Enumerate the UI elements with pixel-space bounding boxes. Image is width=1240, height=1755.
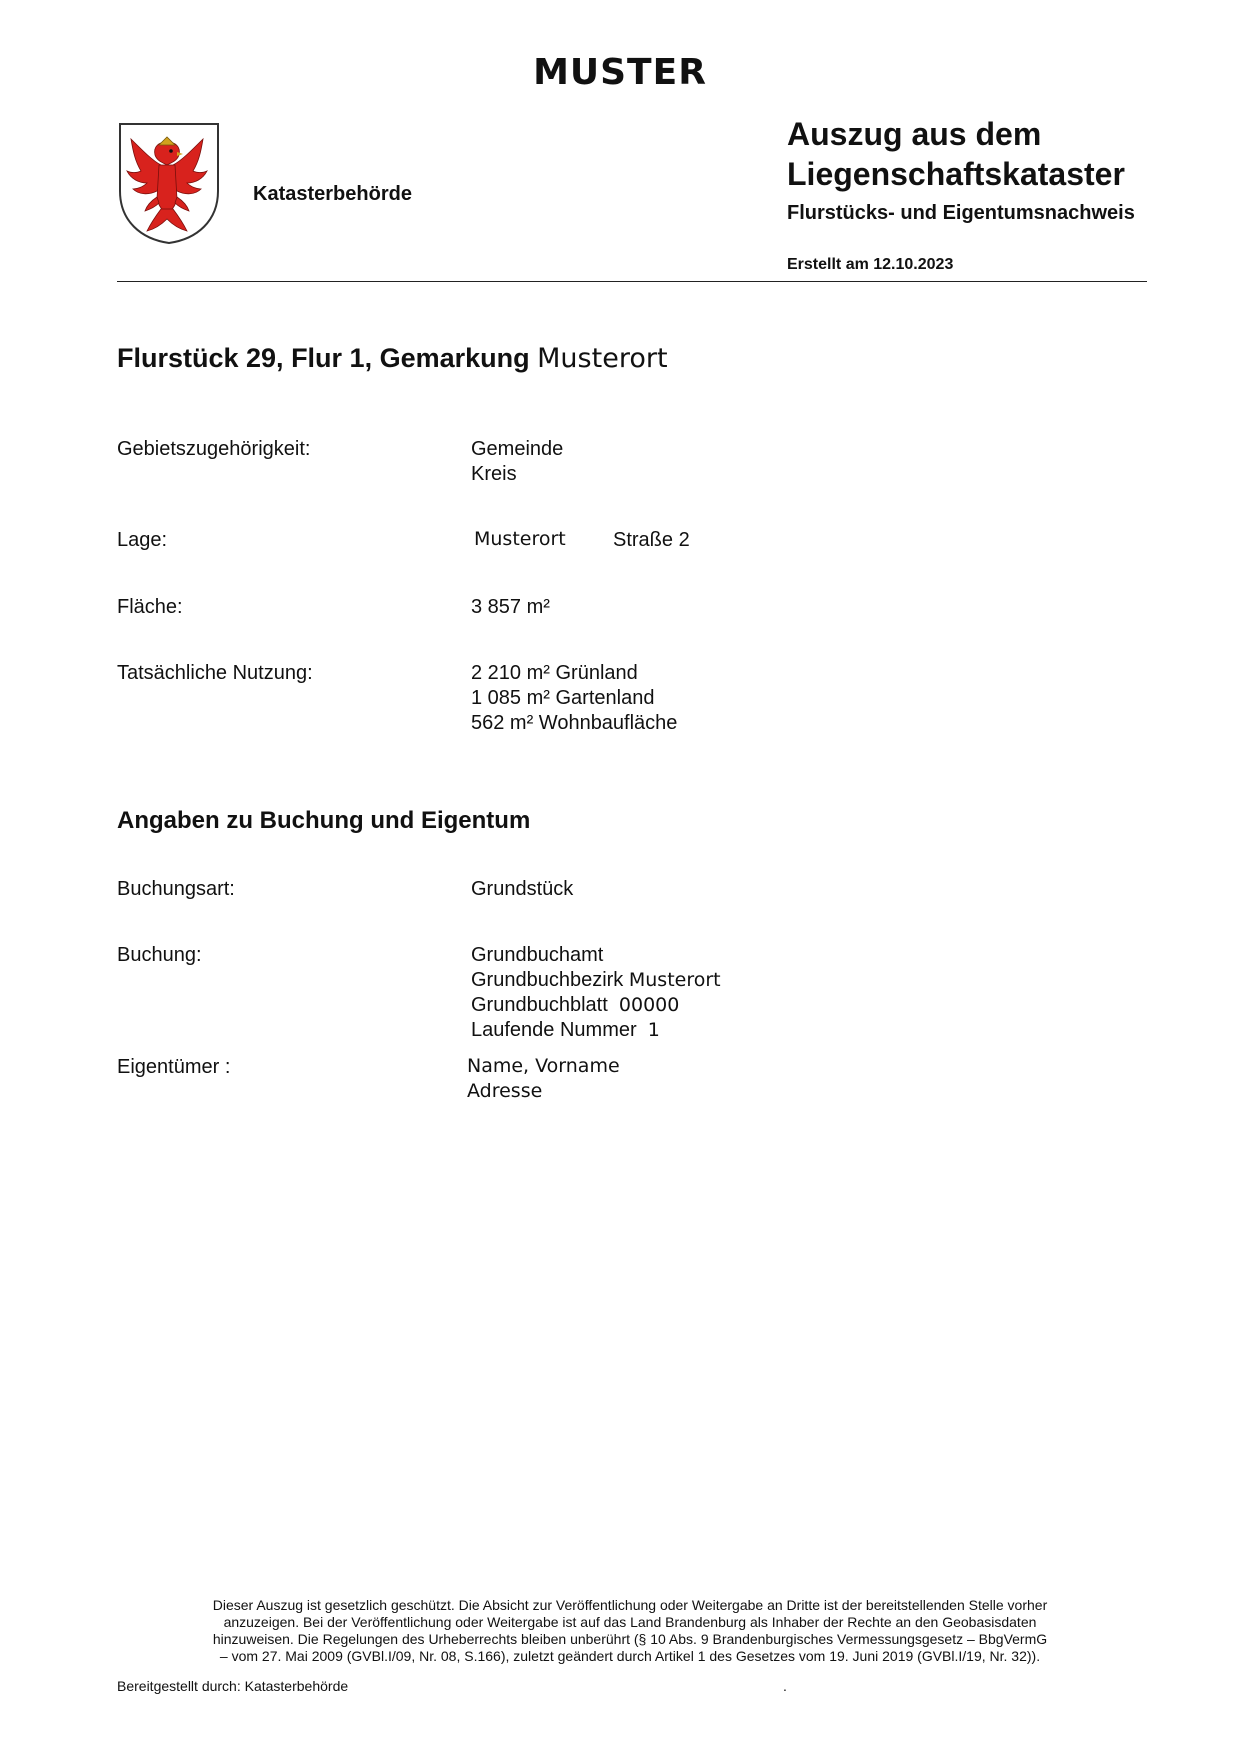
laufende-nummer-value: 1	[647, 1019, 660, 1041]
grundbuchblatt-label: Grundbuchblatt	[471, 994, 608, 1016]
nutzung-label: Tatsächliche Nutzung:	[117, 662, 313, 684]
nutzung-values	[471, 661, 677, 736]
flaeche-label: Fläche:	[117, 596, 183, 618]
muster-watermark: MUSTER	[533, 52, 707, 93]
nutzung-item: 2 210 m² Grünland	[471, 662, 638, 684]
parcel-district: Musterort	[537, 343, 668, 374]
header-divider	[117, 281, 1147, 282]
lage-label: Lage:	[117, 529, 168, 551]
buchung-label: Buchung:	[117, 944, 202, 966]
laufende-nummer	[471, 1018, 721, 1043]
document-subtitle: Flurstücks- und Eigentumsnachweis	[787, 202, 1135, 224]
nutzung-item: 1 085 m² Gartenland	[471, 687, 655, 709]
creation-date: Erstellt am 12.10.2023	[787, 256, 954, 273]
gebiet-kreis: Kreis	[471, 463, 517, 485]
parcel-heading-text: Flurstück 29, Flur 1, Gemarkung	[117, 343, 530, 373]
owner-address: Adresse	[467, 1080, 543, 1102]
authority-name: Katasterbehörde	[253, 183, 412, 205]
grundbuchbezirk-value: Musterort	[628, 969, 721, 991]
nutzung-item: 562 m² Wohnbaufläche	[471, 712, 678, 734]
legal-notice-line: – vom 27. Mai 2009 (GVBl.I/09, Nr. 08, S.166), zuletzt geändert durch Artikel 1 des Gesetzes vom 19. Juni 2019 (GVBl.I/19, Nr. 32)).	[219, 1648, 1041, 1664]
grundbuchbezirk	[471, 968, 721, 993]
lage-place: Musterort	[474, 528, 566, 550]
buchung-values	[471, 943, 721, 1043]
gebiet-value	[471, 437, 563, 487]
buchungsart-label: Buchungsart:	[117, 878, 235, 900]
footer-dot: .	[783, 1678, 787, 1694]
legal-notice	[190, 1597, 1070, 1665]
legal-notice-line: hinzuweisen. Die Regelungen des Urheberrechts bleiben unberührt (§ 10 Abs. 9 Brandenburgisches Vermessungsgesetz – BbgVermG	[212, 1631, 1048, 1647]
lage-street: Straße 2	[613, 529, 690, 551]
flaeche-value: 3 857 m²	[471, 596, 550, 618]
buchungsart-value: Grundstück	[471, 878, 574, 900]
document-title-line-1: Auszug aus dem	[787, 116, 1042, 152]
grundbuchblatt	[471, 993, 721, 1018]
grundbuchamt: Grundbuchamt	[471, 944, 604, 966]
grundbuchblatt-value: 00000	[618, 994, 680, 1016]
owner-name: Name, Vorname	[467, 1055, 620, 1077]
grundbuchbezirk-label: Grundbuchbezirk	[471, 969, 624, 991]
coat-of-arms-eagle-icon	[117, 121, 221, 245]
legal-notice-line: anzuzeigen. Bei der Veröffentlichung oder Weitergabe ist auf das Land Brandenburg als Inhaber der Rechte an den Geobasisdaten	[223, 1614, 1037, 1630]
laufende-nummer-label: Laufende Nummer	[471, 1019, 637, 1041]
parcel-heading	[117, 343, 668, 374]
document-title	[787, 114, 1125, 194]
gebiet-gemeinde: Gemeinde	[471, 438, 564, 460]
document-title-line-2: Liegenschaftskataster	[787, 156, 1125, 192]
owner-values	[467, 1054, 620, 1104]
provided-by: Bereitgestellt durch: Katasterbehörde	[117, 1678, 349, 1694]
owner-label: Eigentümer :	[117, 1056, 231, 1078]
legal-notice-line: Dieser Auszug ist gesetzlich geschützt. Die Absicht zur Veröffentlichung oder Weitergabe an Dritte ist der bereitstellenden Stelle vorher	[212, 1597, 1048, 1613]
booking-heading: Angaben zu Buchung und Eigentum	[117, 807, 531, 834]
gebiet-label: Gebietszugehörigkeit:	[117, 438, 311, 460]
